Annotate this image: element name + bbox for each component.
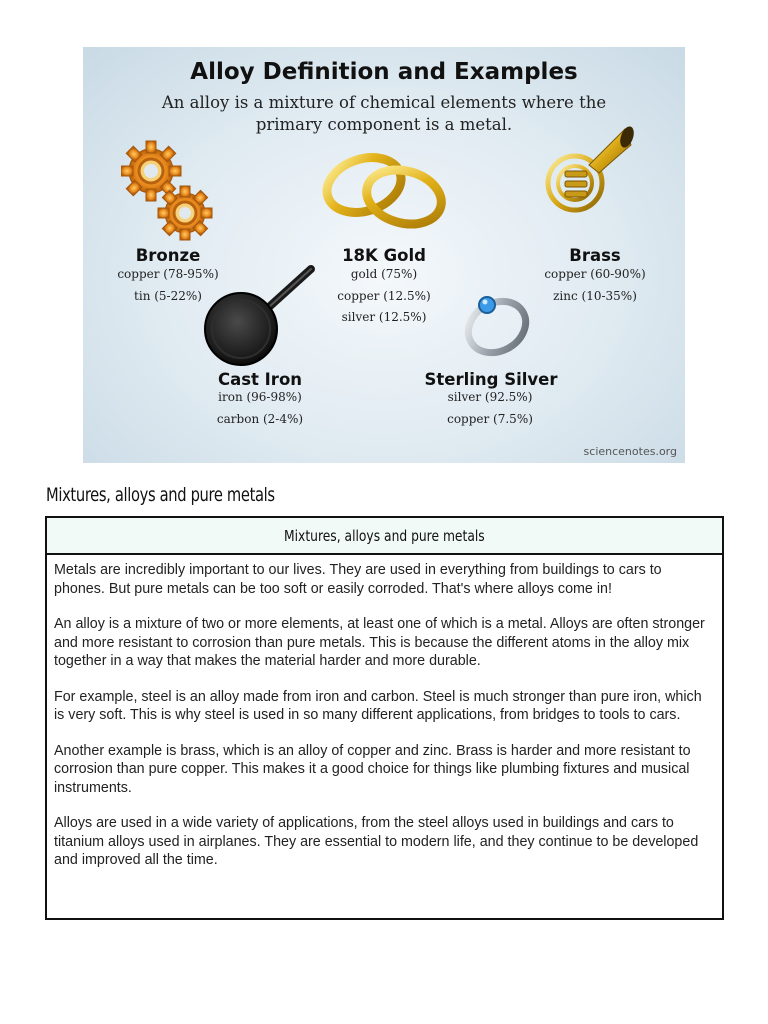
cast-iron-comp-1: iron (96-98%) <box>218 390 302 404</box>
sterling-silver-comp-1: silver (92.5%) <box>447 390 533 404</box>
infographic-title: Alloy Definition and Examples <box>190 59 578 85</box>
french-horn-icon <box>539 125 635 221</box>
brass-comp-2: zinc (10-35%) <box>553 289 637 303</box>
paragraph: An alloy is a mixture of two or more elements, at least one of which is a metal. Alloys are often stronger and more resistant to corrosion than pure metals. This is because the different atoms in the alloy mix together in a way that makes the material harder and more durable. <box>54 616 705 669</box>
sterling-silver-comp-2: copper (7.5%) <box>447 412 533 426</box>
bronze-name: Bronze <box>135 246 201 265</box>
image-credit: sciencenotes.org <box>583 445 677 458</box>
rings-icon <box>319 149 449 235</box>
section-heading: Mixtures, alloys and pure metals <box>46 484 275 506</box>
content-table <box>45 516 724 920</box>
table-body <box>47 555 722 870</box>
bronze-comp-1: copper (78-95%) <box>117 267 219 281</box>
paragraph: Another example is brass, which is an alloy of copper and zinc. Brass is harder and more resistant to corrosion than pure copper. This makes it a good choice for things like plumbing fixtures and musical instruments. <box>54 742 691 796</box>
alloy-infographic <box>83 47 685 463</box>
paragraph: Alloys are used in a wide variety of applications, from the steel alloys used in buildings and cars to titanium alloys used in airplanes. They are essential to modern life, and they continue to be developed and improved all the time. <box>54 815 699 868</box>
frying-pan-icon <box>203 263 319 367</box>
subtitle-line-2: primary component is a metal. <box>255 115 513 134</box>
paragraph: Metals are incredibly important to our lives. They are used in everything from buildings to cars to phones. But pure metals can be too soft or easily corroded. That's where alloys come in! <box>54 562 662 597</box>
subtitle-line-1: An alloy is a mixture of chemical elements where the <box>161 93 607 112</box>
table-header-label: Mixtures, alloys and pure metals <box>284 526 485 545</box>
brass-name: Brass <box>569 246 621 265</box>
gold-comp-3: silver (12.5%) <box>341 310 427 324</box>
sterling-silver-name: Sterling Silver <box>424 370 558 389</box>
gold-comp-2: copper (12.5%) <box>337 289 431 303</box>
gears-icon <box>121 139 217 243</box>
silver-ring-icon <box>457 289 537 359</box>
cast-iron-name: Cast Iron <box>217 370 303 389</box>
gold-name: 18K Gold <box>342 246 426 265</box>
brass-comp-1: copper (60-90%) <box>544 267 646 281</box>
bronze-comp-2: tin (5-22%) <box>134 289 202 303</box>
table-header <box>47 518 722 555</box>
gold-comp-1: gold (75%) <box>350 267 418 281</box>
paragraph: For example, steel is an alloy made from iron and carbon. Steel is much stronger than pure iron, which is very soft. This is why steel is used in so many different applications, from bridges to tools to cars. <box>54 688 702 723</box>
cast-iron-comp-2: carbon (2-4%) <box>216 412 304 426</box>
